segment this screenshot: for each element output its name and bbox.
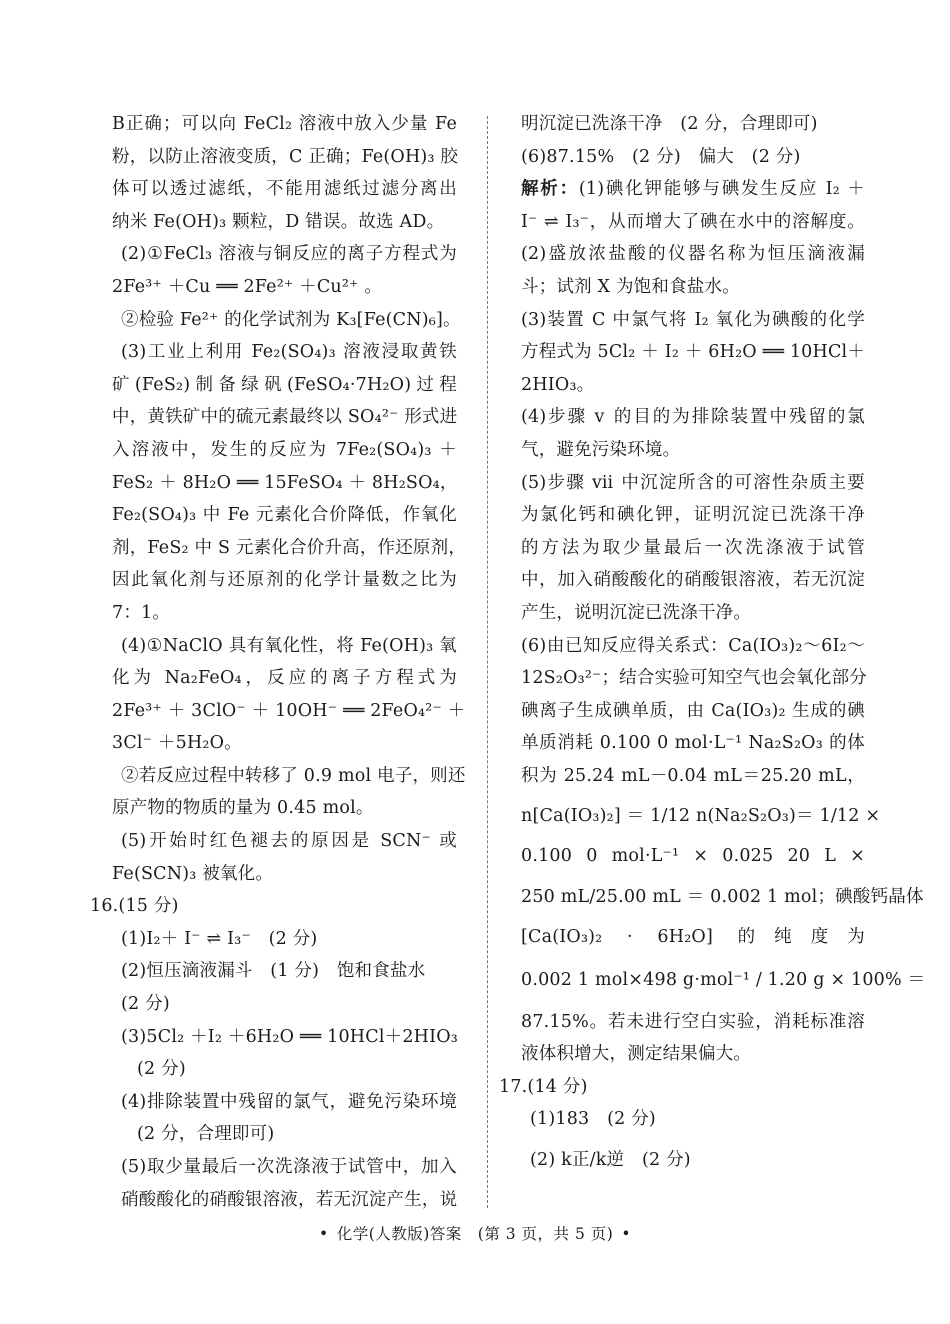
text-line: (3)工业上利用 Fe₂(SO₄)₃ 溶液浸取黄铁 — [121, 342, 457, 363]
text-line: 入溶液中，发生的反应为 7Fe₂(SO₄)₃ ＋ — [112, 439, 457, 460]
formula-line: 250 mL/25.00 mL ＝ 0.002 1 mol；碘酸钙晶体 — [521, 887, 924, 908]
answer-line: (2 分) — [137, 1059, 186, 1080]
text-line: 液体积增大，测定结果偏大。 — [521, 1044, 752, 1065]
text-line: 因此氧化剂与还原剂的化学计量数之比为 — [112, 570, 457, 591]
text-line: (5)开始时红色褪去的原因是 SCN⁻ 或 — [121, 831, 457, 852]
text-line: B正确；可以向 FeCl₂ 溶液中放入少量 Fe — [112, 114, 457, 134]
text-line: 2Fe³⁺ ＋ 3ClO⁻ ＋ 10OH⁻ ══ 2FeO₄²⁻ ＋ — [112, 700, 466, 721]
text-line: [Ca(IO₃)₂ · 6H₂O] 的纯度为 — [521, 927, 865, 948]
text-line: (2)盛放浓盐酸的仪器名称为恒压滴液漏 — [521, 244, 865, 265]
text-line: 为氯化钙和碘化钾，证明沉淀已洗涤干净 — [521, 505, 865, 526]
text-line: 矿(FeS₂)制备绿矾(FeSO₄·7H₂O)过程 — [112, 374, 457, 395]
text-line: 化为 Na₂FeO₄，反应的离子方程式为 — [112, 668, 457, 689]
answer-line: (2) k正/k逆 (2 分) — [530, 1150, 691, 1171]
footer-bullet: • — [621, 1225, 631, 1243]
footer-bullet: • — [319, 1225, 329, 1243]
answer-line: (5)取少量最后一次洗涤液于试管中，加入 — [121, 1157, 457, 1177]
text-line: 3Cl⁻ ＋5H₂O。 — [112, 733, 242, 754]
analysis-label: 解析： — [521, 179, 579, 200]
text-line: 单质消耗 0.100 0 mol·L⁻¹ Na₂S₂O₃ 的体 — [521, 733, 865, 754]
text-line: 剂，FeS₂ 中 S 元素化合价升高，作还原剂， — [112, 537, 467, 558]
text-line: ②检验 Fe²⁺ 的化学试剂为 K₃[Fe(CN)₆]。 — [121, 309, 461, 330]
answer-line: (1)I₂＋ I⁻ ⇌ I₃⁻ (2 分) — [121, 928, 318, 949]
text-line: 斗；试剂 X 为饱和食盐水。 — [521, 276, 740, 297]
text-line: 碘离子生成碘单质，由 Ca(IO₃)₂ 生成的碘 — [521, 700, 865, 721]
text-line: 纳米 Fe(OH)₃ 颗粒，D 错误。故选 AD。 — [112, 211, 445, 232]
text-line: 7：1。 — [112, 602, 171, 623]
question-number: 16.(15 分) — [90, 896, 179, 917]
text-line: I⁻ ⇌ I₃⁻，从而增大了碘在水中的溶解度。 — [521, 211, 865, 232]
text-line: 87.15%。若未进行空白实验，消耗标准溶 — [521, 1011, 865, 1032]
answer-line: (2 分) — [121, 994, 170, 1015]
analysis-text: (1)碘化钾能够与碘发生反应 I₂ ＋ — [578, 179, 865, 200]
text-line: Fe(SCN)₃ 被氧化。 — [112, 863, 274, 884]
text-line: 的方法为取少量最后一次洗涤液于试管 — [521, 537, 865, 558]
text-line — [521, 173, 865, 206]
answer-line: (6)87.15% (2 分) 偏大 (2 分) — [521, 146, 801, 167]
text-line: 原产物的物质的量为 0.45 mol。 — [112, 798, 374, 819]
answer-line: (3)5Cl₂ ＋I₂ ＋6H₂O ══ 10HCl＋2HIO₃ — [121, 1026, 459, 1047]
text-line: ②若反应过程中转移了 0.9 mol 电子，则还 — [121, 765, 466, 786]
text-line: FeS₂ ＋ 8H₂O ══ 15FeSO₄ ＋ 8H₂SO₄， — [112, 472, 458, 493]
right-column — [499, 108, 926, 1184]
formula-line: 0.100 0 mol·L⁻¹ × 0.025 20 L × — [521, 846, 865, 867]
text-line: (2)①FeCl₃ 溶液与铜反应的离子方程式为 — [121, 244, 457, 265]
text-line: 气，避免污染环境。 — [521, 439, 681, 460]
text-line: (4)①NaClO 具有氧化性，将 Fe(OH)₃ 氧 — [121, 635, 457, 656]
text-line: 2Fe³⁺ ＋Cu ══ 2Fe²⁺ ＋Cu²⁺ 。 — [112, 276, 383, 297]
answer-line: 明沉淀已洗涤干净 (2 分，合理即可) — [521, 114, 818, 134]
question-number: 17.(14 分) — [499, 1076, 588, 1097]
text-line: 12S₂O₃²⁻；结合实验可知空气也会氧化部分 — [521, 668, 867, 689]
text-line: 产生，说明沉淀已洗涤干净。 — [521, 602, 752, 623]
left-column — [90, 108, 467, 1216]
answer-line: (2)恒压滴液漏斗 (1 分) 饱和食盐水 — [121, 961, 426, 982]
column-divider — [487, 116, 488, 1208]
text-line: 中，加入硝酸酸化的硝酸银溶液，若无沉淀 — [521, 570, 865, 591]
text-line: (6)由已知反应得关系式：Ca(IO₃)₂～6I₂～ — [521, 635, 865, 656]
text-line: 粉，以防止溶液变质，C 正确；Fe(OH)₃ 胶 — [112, 146, 459, 167]
text-line: 2HIO₃。 — [521, 374, 595, 395]
text-line: 方程式为 5Cl₂ ＋ I₂ ＋ 6H₂O ══ 10HCl＋ — [521, 342, 866, 363]
formula-line: n[Ca(IO₃)₂] ＝ 1/12 n(Na₂S₂O₃)＝ 1/12 × — [521, 806, 881, 827]
text-line: (5)步骤 ⅶ 中沉淀所含的可溶性杂质主要 — [521, 472, 865, 493]
formula-line: 0.002 1 mol×498 g·mol⁻¹ / 1.20 g × 100% ＝ — [521, 969, 926, 990]
answer-line: (4)排除装置中残留的氯气，避免污染环境 — [121, 1091, 457, 1112]
text-line: (4)步骤 ⅴ 的目的为排除装置中残留的氯 — [521, 407, 865, 428]
text-line: (3)装置 C 中氯气将 I₂ 氧化为碘酸的化学 — [521, 309, 865, 330]
answer-line: (2 分，合理即可) — [137, 1124, 275, 1145]
text-line: 积为 25.24 mL－0.04 mL＝25.20 mL， — [521, 765, 865, 786]
footer-text: 化学(人教版)答案 (第 3 页，共 5 页) — [336, 1225, 614, 1243]
text-line: 中，黄铁矿中的硫元素最终以 SO₄²⁻ 形式进 — [112, 407, 458, 428]
text-line: 体可以透过滤纸，不能用滤纸过滤分离出 — [112, 179, 457, 200]
answer-line: (1)183 (2 分) — [530, 1109, 656, 1130]
answer-line: 硝酸酸化的硝酸银溶液，若无沉淀产生，说 — [121, 1189, 458, 1210]
page-footer — [0, 1222, 950, 1244]
text-line: Fe₂(SO₄)₃ 中 Fe 元素化合价降低，作氧化 — [112, 505, 457, 526]
